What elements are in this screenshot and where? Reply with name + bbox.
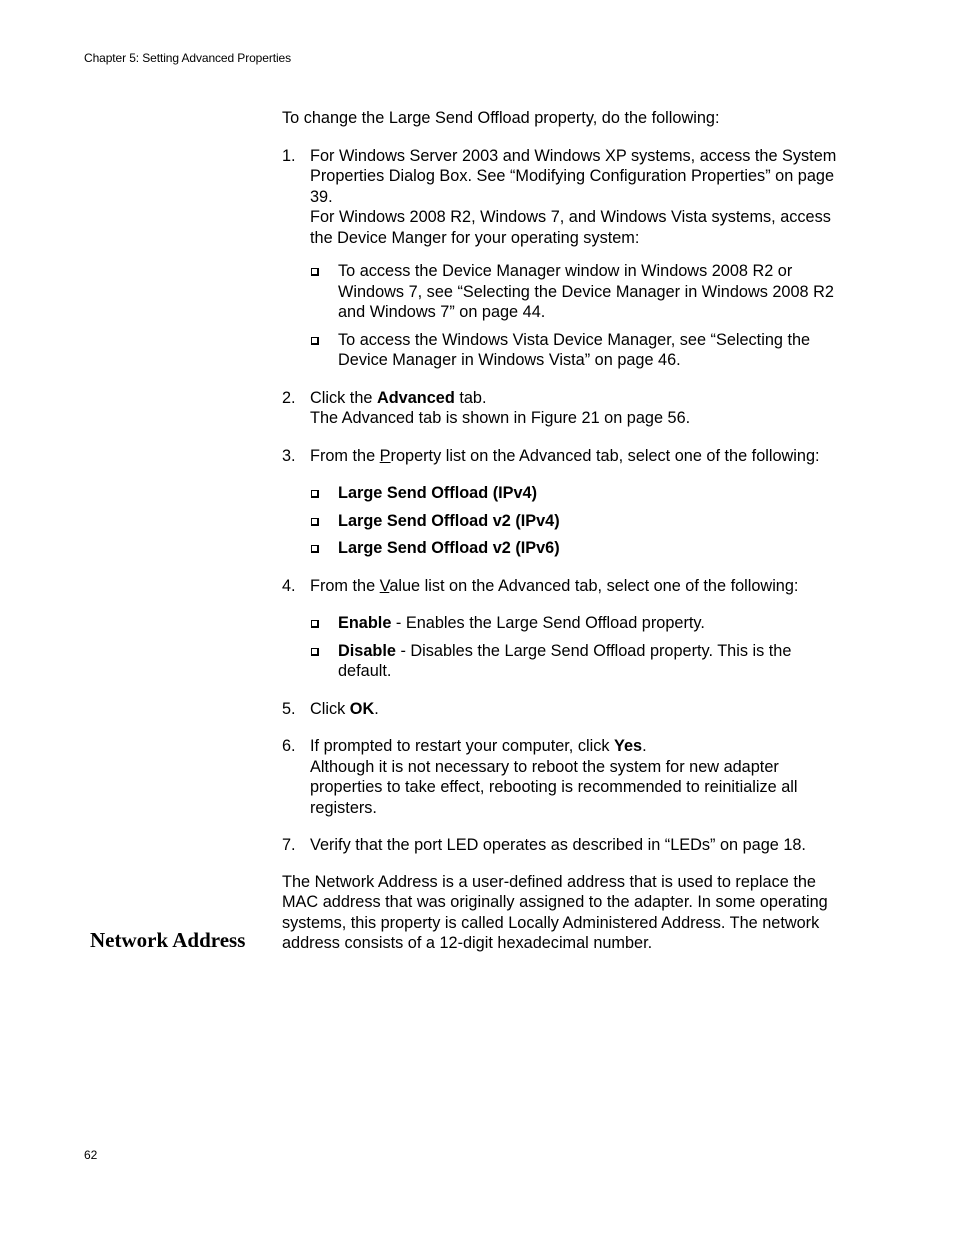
checkbox-bullet-icon [311,268,319,276]
step-5 [282,699,847,720]
checkbox-bullet-icon [311,648,319,656]
network-address-body: The Network Address is a user-defined address that is used to replace the MAC address that was originally assigned to the adapter. In some operating systems, this property is called Locally Administered Address. The network address consists of a 12-digit hexadecimal number. [282,872,828,952]
step-number: 4. [282,576,296,595]
list-item: To access the Windows Vista Device Manager, see “Selecting the Device Manager in Windows Vista” on page 46. [310,330,847,371]
bullet-list [310,483,847,559]
page-number: 62 [84,1148,98,1162]
main-content [282,108,847,954]
checkbox-bullet-icon [311,518,319,526]
checkbox-bullet-icon [311,337,319,345]
step-number: 6. [282,737,296,755]
step-number: 1. [282,146,296,165]
checkbox-bullet-icon [311,620,319,628]
bullet-list [310,261,847,371]
step-number: 5. [282,699,296,718]
list-item: Large Send Offload v2 (IPv6) [310,538,847,559]
step-number: 2. [282,388,296,407]
checkbox-bullet-icon [311,545,319,553]
step-subparagraph: The Advanced tab is shown in Figure 21 on page 56. [310,409,691,427]
list-item: Large Send Offload (IPv4) [310,483,847,504]
bullet-list [310,613,847,682]
list-item: Large Send Offload v2 (IPv4) [310,511,847,532]
step-number: 3. [282,446,296,465]
step-text: For Windows Server 2003 and Windows XP systems, access the System Properties Dialog Box. See “Modifying Configuration Properties” on page 39. [310,146,837,206]
step-text: From the Value list on the Advanced tab, select one of the following: [310,576,799,595]
step-subparagraph: For Windows 2008 R2, Windows 7, and Windows Vista systems, access the Device Manger for your operating system: [310,208,831,247]
step-7 [282,835,847,856]
step-6 [282,736,847,818]
step-1 [282,146,847,371]
running-header: Chapter 5: Setting Advanced Properties [84,51,291,65]
section-heading: Network Address [90,928,246,952]
step-text: Click the Advanced tab. [310,388,487,407]
step-text: Verify that the port LED operates as described in “LEDs” on page 18. [310,836,806,854]
step-text: Click OK. [310,699,379,718]
step-2 [282,388,847,429]
step-text: From the Property list on the Advanced tab, select one of the following: [310,446,820,465]
list-item: To access the Device Manager window in Windows 2008 R2 or Windows 7, see “Selecting the Device Manager in Windows 2008 R2 and Windows 7” on page 44. [310,261,847,323]
list-item: Enable - Enables the Large Send Offload property. [310,613,847,634]
step-4 [282,576,847,682]
step-number: 7. [282,836,296,854]
list-item: Disable - Disables the Large Send Offload property. This is the default. [310,641,847,682]
step-text: If prompted to restart your computer, click Yes. [310,737,647,755]
step-3 [282,446,847,559]
checkbox-bullet-icon [311,490,319,498]
intro-paragraph: To change the Large Send Offload property, do the following: [282,109,720,127]
step-subparagraph: Although it is not necessary to reboot the system for new adapter properties to take effect, rebooting is recommended to reinitialize all registers. [310,757,798,817]
